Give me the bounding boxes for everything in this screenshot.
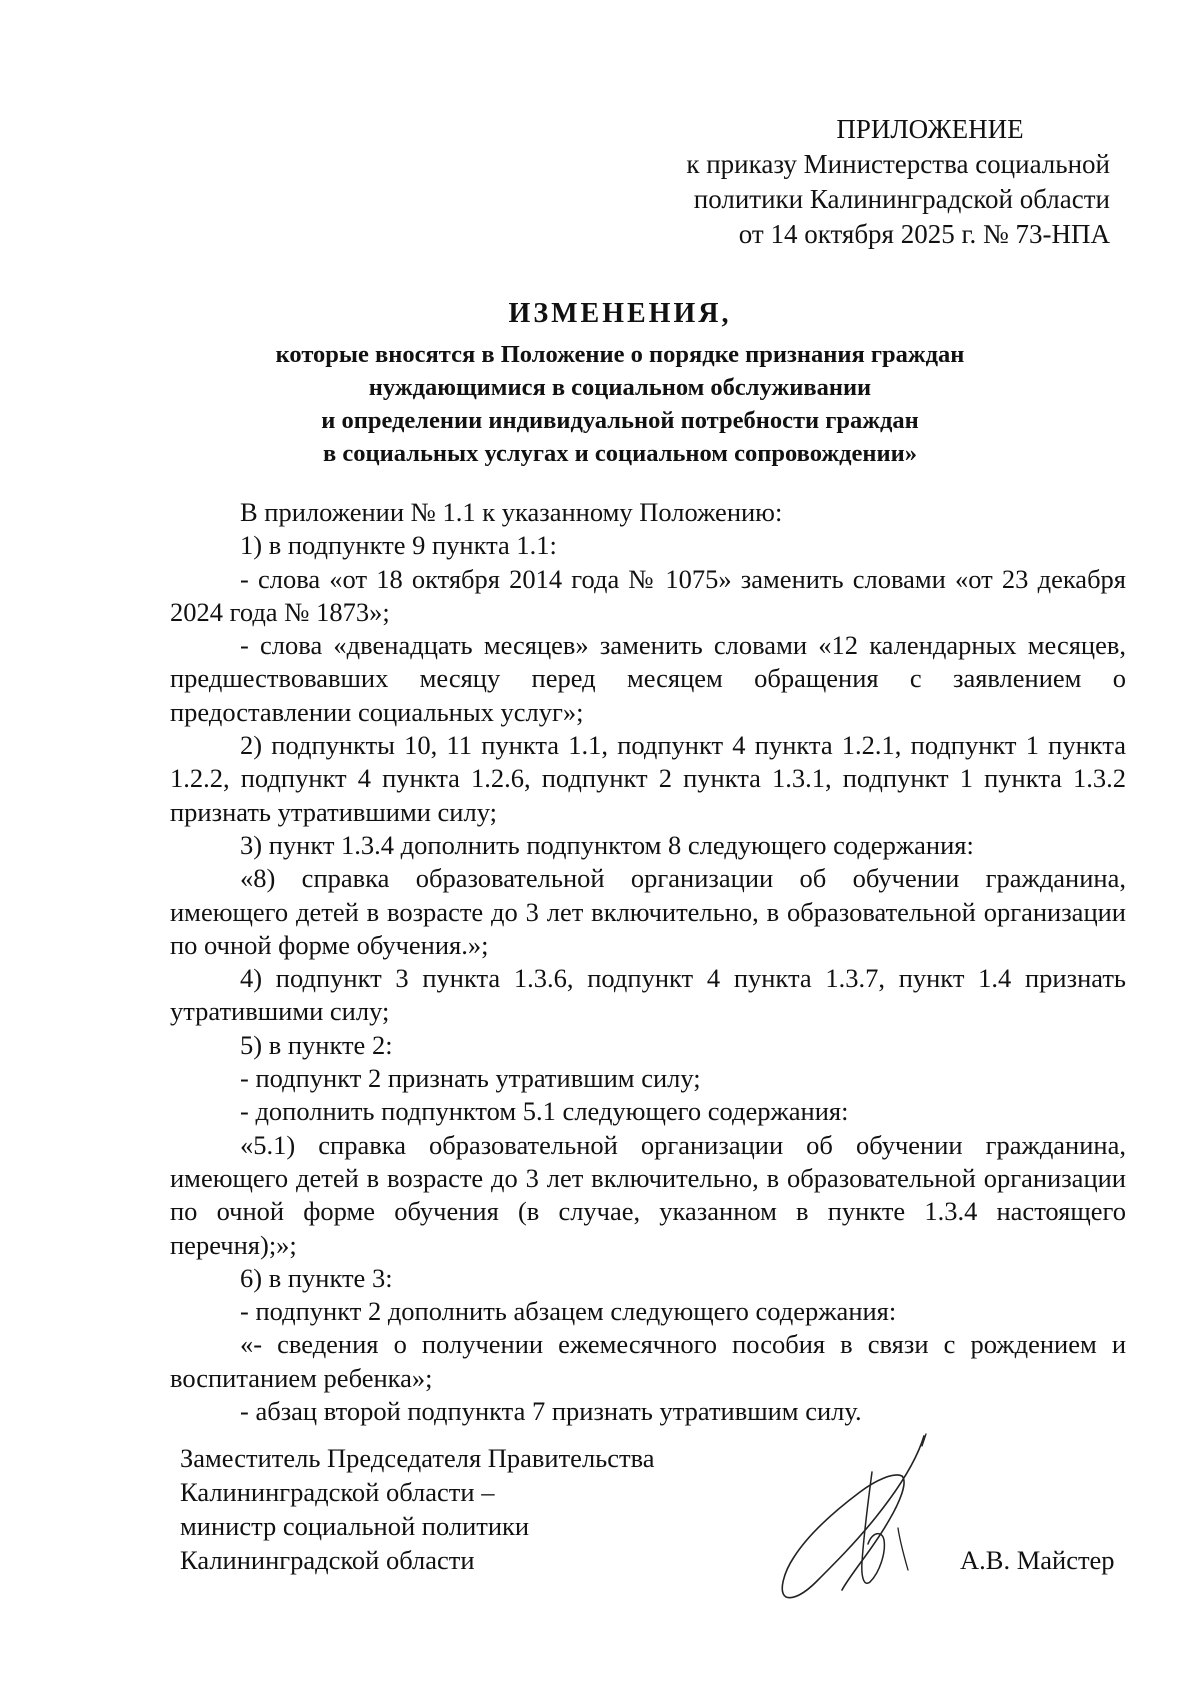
appendix-title: ПРИЛОЖЕНИЕ — [836, 114, 1024, 144]
document-subtitle — [160, 338, 1080, 470]
appendix-line-3: от 14 октября 2025 г. № 73-НПА — [738, 219, 1110, 249]
signatory-name: А.В. Майстер — [960, 1545, 1115, 1575]
paragraph-item-6: 6) в пункте 3: — [240, 1262, 393, 1293]
position-line-1: Заместитель Председателя Правительства — [180, 1443, 655, 1473]
paragraph-item-6-b: - абзац второй подпункта 7 признать утратившим силу. — [240, 1396, 862, 1427]
paragraph-item-5-b: - дополнить подпунктом 5.1 следующего содержания: — [240, 1096, 849, 1127]
paragraph-item-5: 5) в пункте 2: — [240, 1029, 393, 1060]
paragraph-item-6-text: «- сведения о получении ежемесячного пособия в связи с рождением и воспитанием ребенка»; — [170, 1329, 1126, 1393]
document-body — [170, 496, 1126, 1428]
subtitle-line-2: нуждающимися в социальном обслуживании — [368, 374, 872, 401]
paragraph-item-1-b: - слова «двенадцать месяцев» заменить словами «12 календарных месяцев, предшествовавших месяцу перед месяцем обращения с заявлением о предоставлении социальных услуг»; — [170, 630, 1126, 727]
paragraph-item-2: 2) подпункты 10, 11 пункта 1.1, подпункт 4 пункта 1.2.1, подпункт 1 пункта 1.2.2, подпункт 4 пункта 1.2.6, подпункт 2 пункта 1.3.1, подпункт 1 пункта 1.3.2 признать утратившими силу; — [170, 730, 1126, 827]
paragraph-item-1: 1) в подпункте 9 пункта 1.1: — [240, 530, 557, 561]
paragraph-item-5-a: - подпункт 2 признать утратившим силу; — [240, 1063, 701, 1094]
paragraph-item-3: 3) пункт 1.3.4 дополнить подпунктом 8 следующего содержания: — [240, 829, 974, 860]
paragraph-item-5-text: «5.1) справка образовательной организации об обучении гражданина, имеющего детей в возрасте до 3 лет включительно, в образовательной организации по очной форме обучения (в случае, указанном в пункте 1.3.4 настоящего перечня);»; — [170, 1129, 1126, 1260]
paragraph-item-4: 4) подпункт 3 пункта 1.3.6, подпункт 4 пункта 1.3.7, пункт 1.4 признать утратившими силу; — [170, 963, 1126, 1027]
document-title-block — [160, 296, 1080, 470]
document-title: ИЗМЕНЕНИЯ, — [508, 298, 732, 329]
position-line-4: Калининградской области — [180, 1545, 475, 1575]
signatory-position — [180, 1441, 655, 1577]
paragraph-intro: В приложении № 1.1 к указанному Положению: — [240, 497, 783, 527]
appendix-line-1: к приказу Министерства социальной — [686, 149, 1110, 179]
position-line-2: Калининградской области – — [180, 1477, 495, 1507]
subtitle-line-4: в социальных услугах и социальном сопровождении» — [323, 440, 917, 467]
handwritten-signature — [776, 1432, 946, 1602]
paragraph-item-1-a: - слова «от 18 октября 2014 года № 1075» заменить словами «от 23 декабря 2024 года № 1873»; — [170, 563, 1126, 627]
appendix-header — [660, 112, 1110, 252]
subtitle-line-1: которые вносятся в Положение о порядке признания граждан — [275, 341, 965, 368]
position-line-3: министр социальной политики — [180, 1511, 530, 1541]
appendix-line-2: политики Калининградской области — [693, 184, 1110, 214]
paragraph-item-3-text: «8) справка образовательной организации об обучении гражданина, имеющего детей в возрасте до 3 лет включительно, в образовательной организации по очной форме обучения.»; — [170, 863, 1126, 960]
paragraph-item-6-a: - подпункт 2 дополнить абзацем следующего содержания: — [240, 1296, 897, 1327]
subtitle-line-3: и определении индивидуальной потребности граждан — [321, 407, 919, 434]
